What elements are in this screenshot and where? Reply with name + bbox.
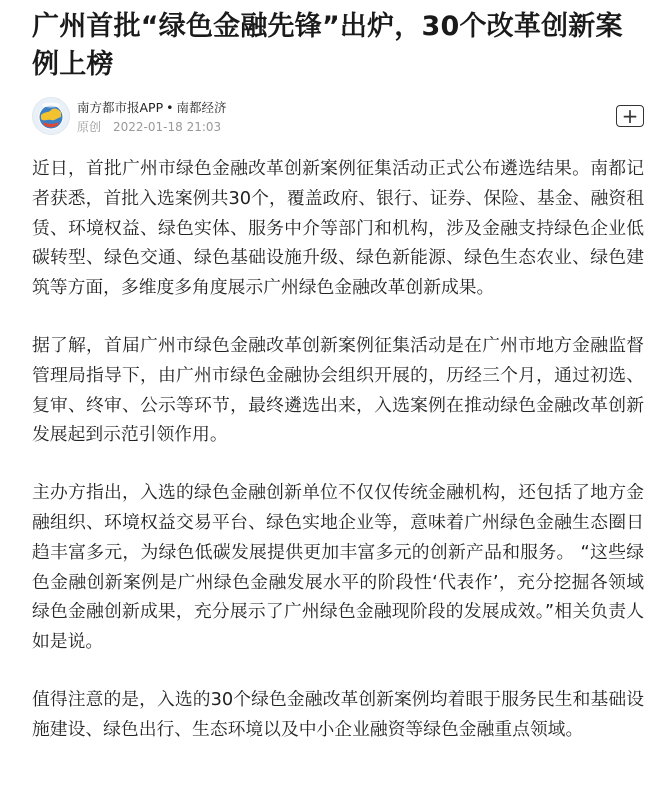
globe-logo-icon (33, 98, 69, 134)
article-body (32, 154, 644, 773)
author-bar (32, 97, 644, 141)
follow-button[interactable] (616, 105, 644, 127)
article-title: 广州首批“绿色金融先锋”出炉，30个改革创新案例上榜 (32, 11, 623, 80)
channel-name[interactable]: 南都经济 (176, 100, 227, 115)
original-tag: 原创 (77, 120, 102, 134)
avatar[interactable] (32, 97, 70, 135)
separator-dot: • (166, 100, 174, 115)
publish-info (77, 119, 221, 135)
source-line (77, 100, 227, 116)
source-name[interactable]: 南方都市报APP (77, 100, 164, 115)
plus-icon: + (621, 104, 639, 128)
paragraph: 近日，首批广州市绿色金融改革创新案例征集活动正式公布遴选结果。南都记者获悉，首批入选案例共30个，覆盖政府、银行、证券、保险、基金、融资租赁、环境权益、绿色实体、服务中介等部门和机构，涉及金融支持绿色企业低碳转型、绿色交通、绿色基础设施升级、绿色新能源、绿色生态农业、绿色建筑等方面，多维度多角度展示广州绿色金融改革创新成果。 (32, 158, 644, 299)
publish-time: 2022-01-18 21:03 (113, 120, 222, 134)
paragraph: 据了解，首届广州市绿色金融改革创新案例征集活动是在广州市地方金融监督管理局指导下，由广州市绿色金融协会组织开展的，历经三个月，通过初选、复审、终审、公示等环节，最终遴选出来，入选案例在推动绿色金融改革创新发展起到示范引领作用。 (32, 334, 644, 446)
paragraph: 值得注意的是，入选的30个绿色金融改革创新案例均着眼于服务民生和基础设施建设、绿色出行、生态环境以及中小企业融资等绿色金融重点领域。 (32, 688, 644, 740)
paragraph: 主办方指出，入选的绿色金融创新单位不仅仅传统金融机构，还包括了地方金融组织、环境权益交易平台、绿色实地企业等，意味着广州绿色金融生态圈日趋丰富多元，为绿色低碳发展提供更加丰富多元的创新产品和服务。 “这些绿色金融创新案例是广州绿色金融发展水平的阶段性‘代表作’，充分挖掘各领域绿色金融创新成果，充分展示了广州绿色金融现阶段的发展成效。”相关负责人如是说。 (32, 482, 644, 653)
